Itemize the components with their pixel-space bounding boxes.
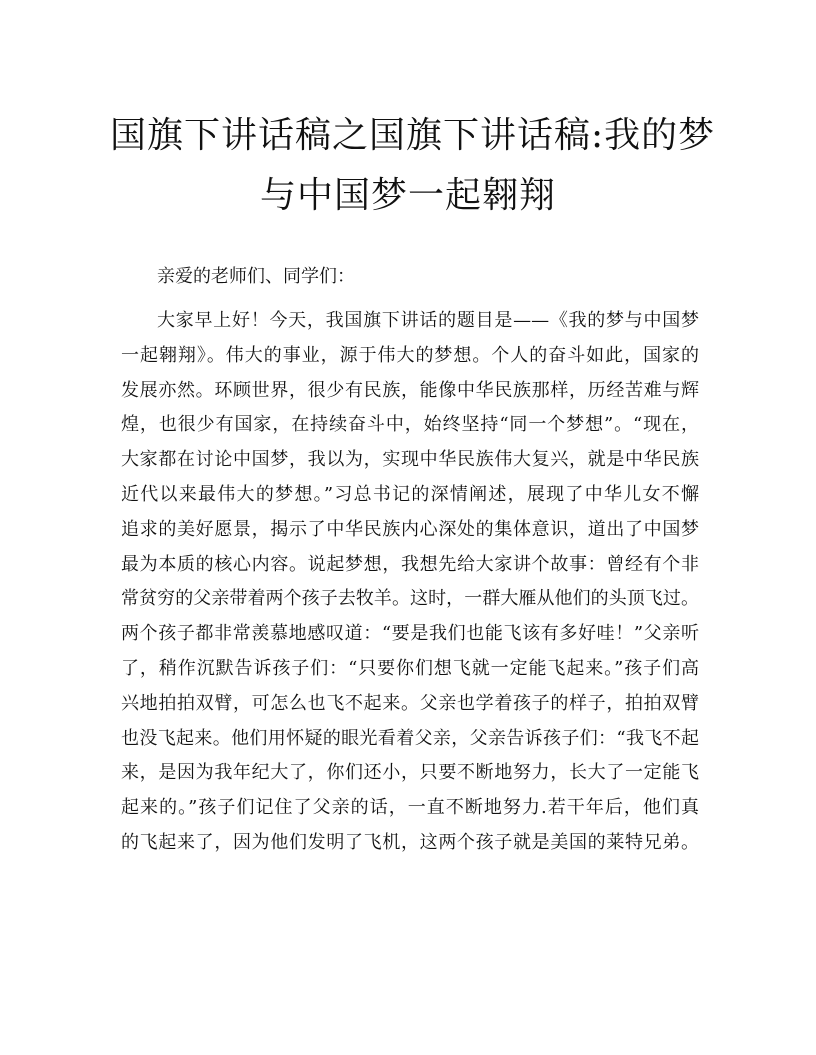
document-body	[121, 262, 699, 861]
paragraph-line: 来，是因为我年纪大了，你们还小，只要不断地努力，长大了一定能飞	[121, 762, 699, 784]
paragraph-line: 也没飞起来。他们用怀疑的眼光看着父亲，父亲告诉孩子们：“我飞不起	[121, 727, 699, 749]
paragraph-line: 了，稍作沉默告诉孩子们：“只要你们想飞就一定能飞起来。”孩子们高	[121, 657, 699, 679]
document-title	[110, 106, 716, 226]
paragraph-line: 兴地拍拍双臂，可怎么也飞不起来。父亲也学着孩子的样子，拍拍双臂	[121, 692, 699, 714]
paragraph-line: 常贫穷的父亲带着两个孩子去牧羊。这时，一群大雁从他们的头顶飞过。	[121, 588, 699, 610]
title-line: 与中国梦一起翱翔	[259, 175, 556, 216]
speech-paragraph	[121, 304, 699, 861]
paragraph-line: 近代以来最伟大的梦想。”习总书记的深情阐述，展现了中华儿女不懈	[121, 483, 699, 505]
paragraph-line: 煌，也很少有国家，在持续奋斗中，始终坚持“同一个梦想”。“现在，	[121, 414, 699, 436]
paragraph-line: 发展亦然。环顾世界，很少有民族，能像中华民族那样，历经苦难与辉	[121, 379, 699, 401]
paragraph-line: 追求的美好愿景，揭示了中华民族内心深处的集体意识，道出了中国梦	[121, 518, 699, 540]
paragraph-line: 大家都在讨论中国梦，我以为，实现中华民族伟大复兴，就是中华民族	[121, 449, 699, 471]
paragraph-line: 大家早上好！今天，我国旗下讲话的题目是——《我的梦与中国梦	[157, 310, 699, 331]
paragraph-line: 两个孩子都非常羡慕地感叹道：“要是我们也能飞该有多好哇！”父亲听	[121, 623, 699, 645]
title-line: 国旗下讲话稿之国旗下讲话稿:我的梦	[110, 115, 716, 156]
paragraph-line: 一起翱翔》。伟大的事业，源于伟大的梦想。个人的奋斗如此，国家的	[121, 344, 699, 366]
paragraph-line: 起来的。”孩子们记住了父亲的话，一直不断地努力.若干年后，他们真	[121, 797, 699, 819]
paragraph-line: 的飞起来了，因为他们发明了飞机，这两个孩子就是美国的莱特兄弟。	[121, 831, 699, 853]
salutation: 亲爱的老师们、同学们：	[157, 266, 355, 287]
paragraph-line: 最为本质的核心内容。说起梦想，我想先给大家讲个故事：曾经有个非	[121, 553, 699, 575]
